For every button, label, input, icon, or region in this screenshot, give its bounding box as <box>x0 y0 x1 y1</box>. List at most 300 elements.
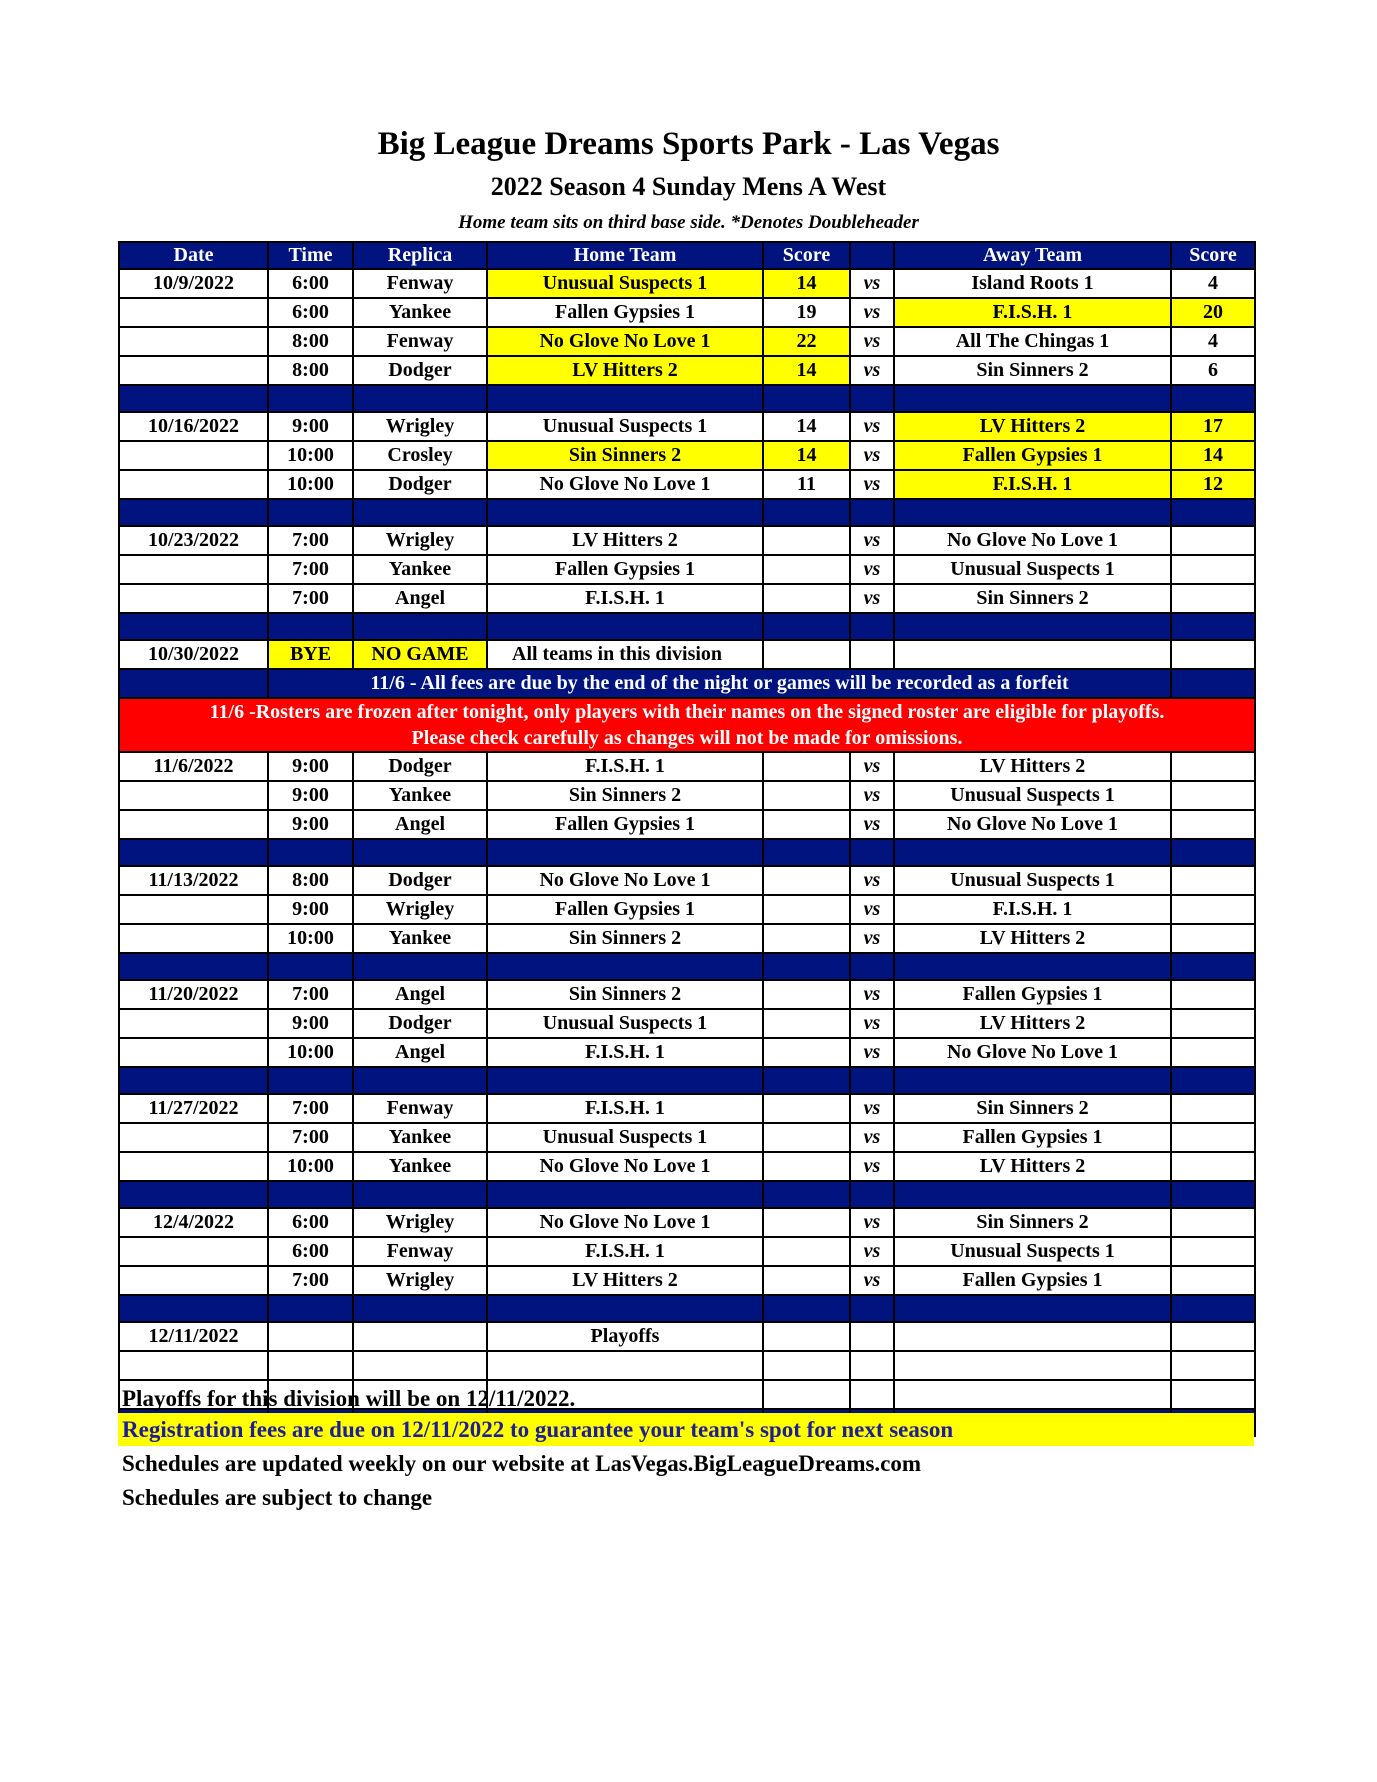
replica-cell: Dodger <box>353 356 487 385</box>
vs-cell: vs <box>850 1094 894 1123</box>
empty-cell <box>850 1380 894 1409</box>
home-team-cell: No Glove No Love 1 <box>487 327 763 356</box>
separator-cell <box>353 1295 487 1322</box>
away-score-cell <box>1171 526 1255 555</box>
time-cell: 6:00 <box>268 298 353 327</box>
vs-cell: vs <box>850 526 894 555</box>
separator-cell <box>894 839 1171 866</box>
home-score-cell <box>763 980 850 1009</box>
away-team-cell: Sin Sinners 2 <box>894 1208 1171 1237</box>
vs-cell: vs <box>850 781 894 810</box>
date-cell <box>119 1123 268 1152</box>
home-score-cell: 14 <box>763 441 850 470</box>
table-row <box>119 781 1255 810</box>
away-team-cell: Fallen Gypsies 1 <box>894 441 1171 470</box>
away-score-cell: 20 <box>1171 298 1255 327</box>
home-team-note: Home team sits on third base side. *Denotes Doubleheader <box>458 212 919 233</box>
home-score-cell <box>763 1237 850 1266</box>
replica-cell: Dodger <box>353 752 487 781</box>
week-separator <box>119 953 1255 980</box>
date-cell <box>119 1237 268 1266</box>
time-cell: 9:00 <box>268 810 353 839</box>
separator-cell <box>1171 499 1255 526</box>
home-score-cell <box>763 752 850 781</box>
away-team-cell: F.I.S.H. 1 <box>894 298 1171 327</box>
date-cell: 10/16/2022 <box>119 412 268 441</box>
replica-cell: Wrigley <box>353 895 487 924</box>
home-team-cell: Fallen Gypsies 1 <box>487 895 763 924</box>
away-team-cell: Sin Sinners 2 <box>894 584 1171 613</box>
separator-cell <box>1171 613 1255 640</box>
separator-cell <box>894 1181 1171 1208</box>
home-team-cell: LV Hitters 2 <box>487 526 763 555</box>
table-row <box>119 1009 1255 1038</box>
date-cell <box>119 895 268 924</box>
separator-cell <box>119 1067 268 1094</box>
vs-cell: vs <box>850 555 894 584</box>
website-note: Schedules are updated weekly on our website at LasVegas.BigLeagueDreams.com <box>122 1451 922 1476</box>
playoffs-note: Playoffs for this division will be on 12/11/2022. <box>122 1386 576 1411</box>
away-score-cell <box>1171 1038 1255 1067</box>
empty-cell <box>850 640 894 669</box>
date-cell: 10/30/2022 <box>119 640 268 669</box>
date-cell <box>119 470 268 499</box>
home-score-cell: 11 <box>763 470 850 499</box>
empty-cell <box>1171 640 1255 669</box>
date-cell <box>119 356 268 385</box>
time-cell: 10:00 <box>268 470 353 499</box>
away-score-cell: 17 <box>1171 412 1255 441</box>
replica-cell: Wrigley <box>353 412 487 441</box>
replica-cell: Wrigley <box>353 1266 487 1295</box>
separator-cell <box>119 839 268 866</box>
vs-cell: vs <box>850 1208 894 1237</box>
away-team-cell: LV Hitters 2 <box>894 1009 1171 1038</box>
separator-cell <box>850 1067 894 1094</box>
table-row <box>119 895 1255 924</box>
separator-cell <box>268 385 353 412</box>
time-cell: 9:00 <box>268 895 353 924</box>
separator-cell <box>1171 1181 1255 1208</box>
away-team-cell: LV Hitters 2 <box>894 752 1171 781</box>
home-score-cell <box>763 1208 850 1237</box>
empty-row <box>119 1351 1255 1380</box>
separator-cell <box>763 1295 850 1322</box>
away-score-cell <box>1171 584 1255 613</box>
vs-cell: vs <box>850 810 894 839</box>
home-team-cell: Sin Sinners 2 <box>487 980 763 1009</box>
home-team-cell: Unusual Suspects 1 <box>487 1123 763 1152</box>
page-subtitle: 2022 Season 4 Sunday Mens A West <box>490 172 887 201</box>
separator-cell <box>894 613 1171 640</box>
table-row <box>119 584 1255 613</box>
col-away-score: Score <box>1171 242 1255 269</box>
roster-notice-line2: Please check carefully as changes will not be made for omissions. <box>411 727 963 749</box>
separator-cell <box>353 839 487 866</box>
replica-cell: Fenway <box>353 269 487 298</box>
col-replica: Replica <box>353 242 487 269</box>
away-team-cell: F.I.S.H. 1 <box>894 895 1171 924</box>
separator-cell <box>850 385 894 412</box>
separator-cell <box>268 1181 353 1208</box>
table-row <box>119 866 1255 895</box>
away-score-cell: 14 <box>1171 441 1255 470</box>
separator-cell <box>268 613 353 640</box>
away-team-cell: No Glove No Love 1 <box>894 526 1171 555</box>
col-home-score: Score <box>763 242 850 269</box>
separator-cell <box>119 1181 268 1208</box>
date-cell <box>119 1266 268 1295</box>
away-team-cell: All The Chingas 1 <box>894 327 1171 356</box>
table-row <box>119 1237 1255 1266</box>
home-team-cell: Unusual Suspects 1 <box>487 412 763 441</box>
week-separator <box>119 499 1255 526</box>
date-cell: 11/20/2022 <box>119 980 268 1009</box>
away-team-cell: LV Hitters 2 <box>894 924 1171 953</box>
time-cell: 7:00 <box>268 1266 353 1295</box>
replica-cell: Dodger <box>353 470 487 499</box>
separator-cell <box>894 385 1171 412</box>
empty-cell <box>894 1322 1171 1351</box>
replica-cell: Fenway <box>353 327 487 356</box>
away-score-cell <box>1171 924 1255 953</box>
away-team-cell: Unusual Suspects 1 <box>894 781 1171 810</box>
empty-cell <box>763 1380 850 1409</box>
home-score-cell <box>763 1094 850 1123</box>
away-team-cell: LV Hitters 2 <box>894 1152 1171 1181</box>
date-cell <box>119 1009 268 1038</box>
date-cell: 11/13/2022 <box>119 866 268 895</box>
home-score-cell <box>763 810 850 839</box>
date-cell <box>119 298 268 327</box>
separator-cell <box>487 613 763 640</box>
away-score-cell: 4 <box>1171 269 1255 298</box>
home-score-cell: 19 <box>763 298 850 327</box>
date-cell <box>119 810 268 839</box>
away-score-cell <box>1171 1094 1255 1123</box>
table-row <box>119 810 1255 839</box>
away-score-cell <box>1171 980 1255 1009</box>
separator-cell <box>1171 385 1255 412</box>
home-score-cell <box>763 924 850 953</box>
date-cell <box>119 441 268 470</box>
separator-cell <box>850 499 894 526</box>
home-score-cell: 14 <box>763 412 850 441</box>
home-score-cell: 14 <box>763 269 850 298</box>
table-row <box>119 1123 1255 1152</box>
vs-cell: vs <box>850 1266 894 1295</box>
table-row <box>119 1266 1255 1295</box>
table-row <box>119 470 1255 499</box>
bye-row <box>119 640 1255 669</box>
time-cell: 7:00 <box>268 1123 353 1152</box>
vs-cell: vs <box>850 895 894 924</box>
empty-cell <box>353 1351 487 1380</box>
date-cell <box>119 781 268 810</box>
replica-cell: Wrigley <box>353 526 487 555</box>
replica-cell: Fenway <box>353 1094 487 1123</box>
empty-cell <box>1171 1351 1255 1380</box>
notice-blank <box>119 669 268 698</box>
replica-cell: Wrigley <box>353 1208 487 1237</box>
playoffs-cell: Playoffs <box>487 1322 763 1351</box>
time-cell: 10:00 <box>268 924 353 953</box>
date-cell <box>119 327 268 356</box>
away-score-cell <box>1171 866 1255 895</box>
separator-cell <box>268 953 353 980</box>
vs-cell: vs <box>850 1038 894 1067</box>
away-team-cell: No Glove No Love 1 <box>894 1038 1171 1067</box>
home-team-cell: LV Hitters 2 <box>487 1266 763 1295</box>
replica-cell: Angel <box>353 1038 487 1067</box>
separator-cell <box>894 499 1171 526</box>
separator-cell <box>850 613 894 640</box>
week-separator <box>119 1181 1255 1208</box>
separator-cell <box>119 385 268 412</box>
col-home-team: Home Team <box>487 242 763 269</box>
table-row <box>119 356 1255 385</box>
home-team-cell: No Glove No Love 1 <box>487 470 763 499</box>
away-score-cell <box>1171 1208 1255 1237</box>
separator-cell <box>353 385 487 412</box>
time-cell: 8:00 <box>268 327 353 356</box>
date-cell: 12/4/2022 <box>119 1208 268 1237</box>
away-score-cell <box>1171 1009 1255 1038</box>
separator-cell <box>119 1295 268 1322</box>
separator-cell <box>353 1067 487 1094</box>
date-cell <box>119 555 268 584</box>
time-cell: 10:00 <box>268 1152 353 1181</box>
vs-cell: vs <box>850 584 894 613</box>
table-row <box>119 1152 1255 1181</box>
time-cell: 9:00 <box>268 752 353 781</box>
separator-cell <box>850 839 894 866</box>
away-score-cell <box>1171 810 1255 839</box>
time-cell: 7:00 <box>268 555 353 584</box>
away-team-cell: F.I.S.H. 1 <box>894 470 1171 499</box>
replica-cell: Dodger <box>353 866 487 895</box>
home-team-cell: Sin Sinners 2 <box>487 924 763 953</box>
away-team-cell: Fallen Gypsies 1 <box>894 1266 1171 1295</box>
away-team-cell: Fallen Gypsies 1 <box>894 980 1171 1009</box>
home-team-cell: No Glove No Love 1 <box>487 866 763 895</box>
home-score-cell <box>763 1266 850 1295</box>
replica-cell: Yankee <box>353 1123 487 1152</box>
separator-cell <box>268 1067 353 1094</box>
separator-cell <box>268 839 353 866</box>
time-cell: 10:00 <box>268 1038 353 1067</box>
roster-notice-row <box>119 698 1255 752</box>
separator-cell <box>353 613 487 640</box>
separator-cell <box>353 499 487 526</box>
week-separator <box>119 385 1255 412</box>
away-team-cell: Unusual Suspects 1 <box>894 1237 1171 1266</box>
vs-cell: vs <box>850 866 894 895</box>
date-cell <box>119 584 268 613</box>
date-cell <box>119 924 268 953</box>
empty-cell <box>763 640 850 669</box>
vs-cell: vs <box>850 752 894 781</box>
home-score-cell <box>763 895 850 924</box>
roster-notice-line1: 11/6 -Rosters are frozen after tonight, only players with their names on the signed roster are eligible for playoffs. <box>209 701 1165 723</box>
replica-cell: Yankee <box>353 924 487 953</box>
table-row <box>119 298 1255 327</box>
away-score-cell <box>1171 781 1255 810</box>
away-team-cell: No Glove No Love 1 <box>894 810 1171 839</box>
date-cell: 12/11/2022 <box>119 1322 268 1351</box>
separator-cell <box>487 1067 763 1094</box>
empty-cell <box>763 1322 850 1351</box>
notice-blank <box>1171 669 1255 698</box>
empty-cell <box>268 1322 353 1351</box>
separator-cell <box>850 1181 894 1208</box>
week-separator <box>119 613 1255 640</box>
table-row <box>119 555 1255 584</box>
vs-cell: vs <box>850 327 894 356</box>
replica-cell: Yankee <box>353 1152 487 1181</box>
away-score-cell <box>1171 1237 1255 1266</box>
separator-cell <box>119 953 268 980</box>
table-row <box>119 924 1255 953</box>
replica-cell: Yankee <box>353 555 487 584</box>
replica-cell: Dodger <box>353 1009 487 1038</box>
fees-notice-row <box>119 669 1255 698</box>
time-cell: 7:00 <box>268 1094 353 1123</box>
date-cell: 10/23/2022 <box>119 526 268 555</box>
separator-cell <box>850 1295 894 1322</box>
replica-cell: Yankee <box>353 781 487 810</box>
vs-cell: vs <box>850 470 894 499</box>
replica-cell: Angel <box>353 584 487 613</box>
date-cell: 10/9/2022 <box>119 269 268 298</box>
home-team-cell: F.I.S.H. 1 <box>487 1094 763 1123</box>
away-score-cell: 4 <box>1171 327 1255 356</box>
table-row <box>119 980 1255 1009</box>
replica-cell: Crosley <box>353 441 487 470</box>
home-score-cell <box>763 584 850 613</box>
time-cell: 9:00 <box>268 781 353 810</box>
date-cell <box>119 1038 268 1067</box>
home-score-cell: 14 <box>763 356 850 385</box>
date-cell: 11/27/2022 <box>119 1094 268 1123</box>
col-time: Time <box>268 242 353 269</box>
empty-cell <box>850 1351 894 1380</box>
table-row <box>119 526 1255 555</box>
table-row <box>119 1094 1255 1123</box>
table-row <box>119 752 1255 781</box>
empty-cell <box>487 1351 763 1380</box>
separator-cell <box>894 1067 1171 1094</box>
registration-note: Registration fees are due on 12/11/2022 to guarantee your team's spot for next season <box>118 1413 1254 1446</box>
table-row <box>119 1038 1255 1067</box>
vs-cell: vs <box>850 356 894 385</box>
away-score-cell <box>1171 895 1255 924</box>
time-cell: 8:00 <box>268 866 353 895</box>
home-score-cell <box>763 526 850 555</box>
no-game-cell: NO GAME <box>353 640 487 669</box>
vs-cell: vs <box>850 924 894 953</box>
bye-cell: BYE <box>268 640 353 669</box>
separator-cell <box>487 839 763 866</box>
time-cell: 9:00 <box>268 1009 353 1038</box>
vs-cell: vs <box>850 1237 894 1266</box>
vs-cell: vs <box>850 269 894 298</box>
away-score-cell <box>1171 752 1255 781</box>
away-score-cell <box>1171 1123 1255 1152</box>
separator-cell <box>850 953 894 980</box>
empty-cell <box>763 1351 850 1380</box>
replica-cell: Fenway <box>353 1237 487 1266</box>
home-team-cell: F.I.S.H. 1 <box>487 752 763 781</box>
week-separator <box>119 1295 1255 1322</box>
time-cell: 7:00 <box>268 980 353 1009</box>
home-team-cell: F.I.S.H. 1 <box>487 1237 763 1266</box>
home-score-cell: 22 <box>763 327 850 356</box>
home-score-cell <box>763 1123 850 1152</box>
time-cell: 10:00 <box>268 441 353 470</box>
separator-cell <box>763 1181 850 1208</box>
time-cell: 6:00 <box>268 269 353 298</box>
away-team-cell: Unusual Suspects 1 <box>894 866 1171 895</box>
empty-cell <box>894 640 1171 669</box>
week-separator <box>119 839 1255 866</box>
away-score-cell <box>1171 555 1255 584</box>
away-team-cell: LV Hitters 2 <box>894 412 1171 441</box>
col-date: Date <box>119 242 268 269</box>
separator-cell <box>1171 1067 1255 1094</box>
home-team-cell: No Glove No Love 1 <box>487 1208 763 1237</box>
empty-cell <box>1171 1380 1255 1409</box>
separator-cell <box>487 1181 763 1208</box>
table-row <box>119 327 1255 356</box>
replica-cell: Angel <box>353 980 487 1009</box>
home-team-cell: Fallen Gypsies 1 <box>487 298 763 327</box>
empty-cell <box>268 1351 353 1380</box>
away-team-cell: Sin Sinners 2 <box>894 1094 1171 1123</box>
separator-cell <box>763 953 850 980</box>
away-score-cell: 12 <box>1171 470 1255 499</box>
separator-cell <box>119 499 268 526</box>
table-row <box>119 412 1255 441</box>
home-score-cell <box>763 781 850 810</box>
separator-cell <box>894 953 1171 980</box>
separator-cell <box>353 953 487 980</box>
header-row <box>119 242 1255 269</box>
away-team-cell: Fallen Gypsies 1 <box>894 1123 1171 1152</box>
separator-cell <box>487 1295 763 1322</box>
schedule-table <box>118 241 1256 1437</box>
away-team-cell: Island Roots 1 <box>894 269 1171 298</box>
playoffs-row <box>119 1322 1255 1351</box>
vs-cell: vs <box>850 980 894 1009</box>
empty-cell <box>1171 1322 1255 1351</box>
separator-cell <box>119 613 268 640</box>
separator-cell <box>763 839 850 866</box>
fees-notice: 11/6 - All fees are due by the end of the night or games will be recorded as a forfeit <box>268 669 1171 698</box>
home-team-cell: Sin Sinners 2 <box>487 441 763 470</box>
time-cell: 6:00 <box>268 1237 353 1266</box>
home-score-cell <box>763 1009 850 1038</box>
separator-cell <box>763 385 850 412</box>
change-note: Schedules are subject to change <box>122 1485 433 1510</box>
home-team-cell: F.I.S.H. 1 <box>487 584 763 613</box>
date-cell <box>119 1152 268 1181</box>
col-away-team: Away Team <box>894 242 1171 269</box>
home-team-cell: Unusual Suspects 1 <box>487 1009 763 1038</box>
home-score-cell <box>763 1152 850 1181</box>
separator-cell <box>268 1295 353 1322</box>
home-team-cell: Sin Sinners 2 <box>487 781 763 810</box>
